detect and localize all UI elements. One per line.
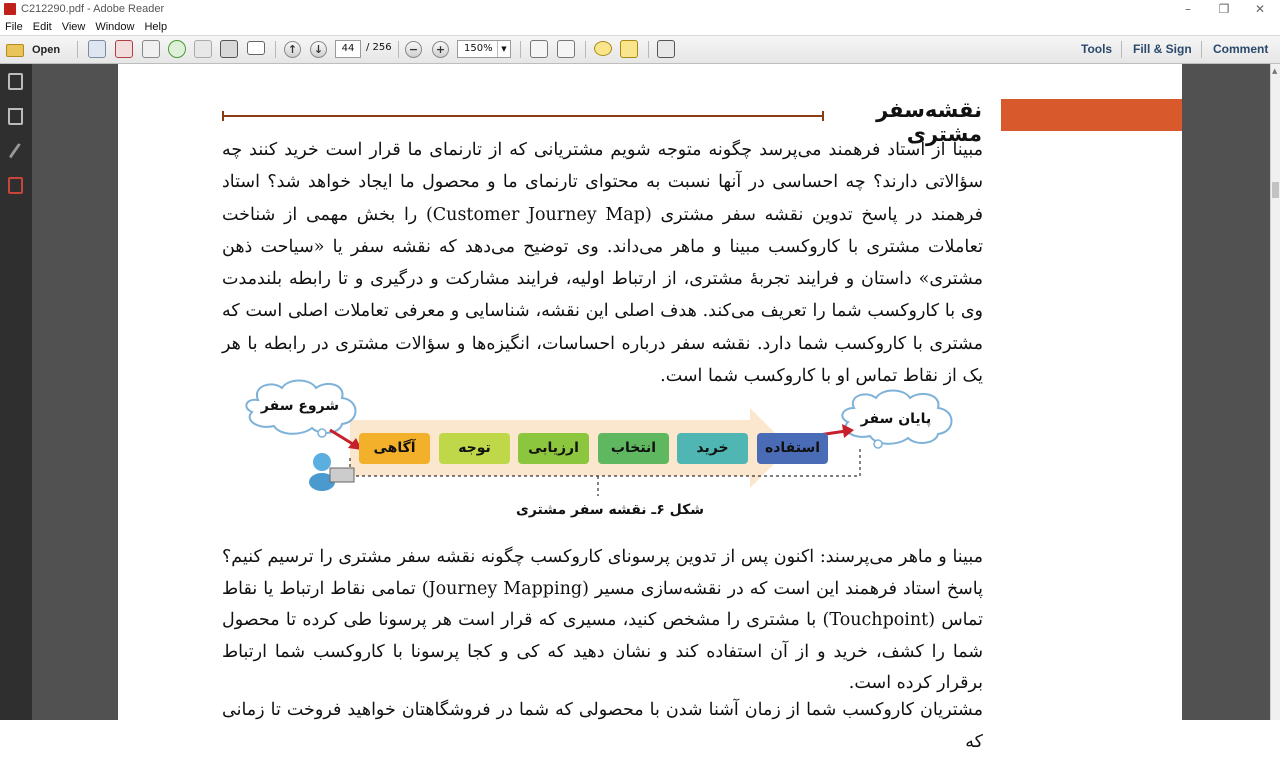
navigation-panel xyxy=(0,64,32,720)
page-thumbnails-icon[interactable] xyxy=(8,73,23,90)
menu-file[interactable]: File xyxy=(5,20,23,33)
toolbar-separator xyxy=(77,41,78,58)
start-cloud-bubble xyxy=(318,429,326,437)
toolbar-separator xyxy=(648,41,649,58)
zoom-out-icon[interactable]: − xyxy=(405,41,422,58)
export-pdf-icon[interactable] xyxy=(115,40,133,58)
save-icon[interactable] xyxy=(194,40,212,58)
chevron-down-icon: ▼ xyxy=(497,41,510,57)
tools-button[interactable]: Tools xyxy=(1081,42,1113,56)
menu-edit[interactable]: Edit xyxy=(32,20,52,33)
scroll-up-icon[interactable]: ▲ xyxy=(1272,67,1278,75)
fill-sign-button[interactable]: Fill & Sign xyxy=(1133,42,1192,56)
toolbar-separator xyxy=(275,41,276,58)
scroll-thumb[interactable] xyxy=(1272,182,1279,198)
highlight-icon[interactable] xyxy=(620,40,638,58)
full-screen-icon[interactable] xyxy=(657,40,675,58)
previous-page-icon[interactable]: ↑ xyxy=(284,41,301,58)
user-laptop xyxy=(330,468,354,482)
title-bar xyxy=(0,0,1280,18)
zoom-value: 150% xyxy=(464,43,493,54)
minimize-button[interactable]: – xyxy=(1185,2,1191,16)
zoom-select[interactable] xyxy=(457,40,511,58)
signatures-icon[interactable] xyxy=(8,177,23,194)
print-icon[interactable] xyxy=(220,40,238,58)
end-journey-label: پایان سفر xyxy=(860,411,932,427)
page-number-input[interactable]: 44 xyxy=(335,40,361,58)
restore-button[interactable]: ❐ xyxy=(1218,2,1230,16)
sticky-note-icon[interactable] xyxy=(594,41,612,56)
end-cloud-bubble xyxy=(874,440,882,448)
fit-page-icon[interactable] xyxy=(530,40,548,58)
create-pdf-icon[interactable] xyxy=(88,40,106,58)
page-total: / 256 xyxy=(366,42,392,53)
heading-rule xyxy=(222,115,824,117)
toolbar-separator xyxy=(520,41,521,58)
paragraph-2: مبینا و ماهر می‌پرسند: اکنون پس از تدوین پرسونای کاروکسب چگونه نقشه سفر مشتری را ترسیم کنیم؟ پاسخ استاد فرهمند این است که در نقشه‌سازی مسیر (Journey Mapping) تمامی نقاط ارتباط یا نقاط تماس (Touchpoint) با مشتری را مشخص کنید، مسیری که قرار است هر پرسونا طی کرده تا محصول شما را کشف، خرید و از آن استفاده کند و نشان دهید که کی و کجا پرسونا با کاروکسب شما ارتباط برقرار کرده است. xyxy=(222,547,983,694)
stage-purchase: خرید xyxy=(677,433,748,464)
edit-pdf-icon[interactable] xyxy=(142,40,160,58)
paragraph-3: مشتریان کاروکسب شما از زمان آشنا شدن با محصولی که شما در فروشگاهتان خواهید فروخت تا زمانی که xyxy=(222,700,983,752)
stage-awareness: آگاهی xyxy=(359,433,430,464)
next-page-icon[interactable]: ↓ xyxy=(310,41,327,58)
paragraph-1: مبینا از استاد فرهمند می‌پرسد چگونه متوجه شویم مشتریانی که از تارنمای ما قرار است خرید کنند چه سؤالاتی دارند؟ چه احساسی در آنها نسبت به محتوای تارنمای ما و محصول ما ایجاد خواهد شد؟ استاد فرهمند در پاسخ تدوین نقشه سفر مشتری (Customer Journey Map) را بخش مهمی از شناخت تعاملات مشتری با کاروکسب مبینا و ماهر می‌داند. وی توضیح می‌دهد که نقشه سفر یا «سیاحت ذهن مشتری» داستان و فرایند تجربهٔ مشتری، از ارتباط اولیه، فرایند مشارکت و درگیری و تا رابطه بلندمدت وی با کاروکسب شما را تعریف می‌کند. هدف اصلی این نقشه، شناسایی و معرفی تعاملات اصلی است که مشتری با کاروکسب شما دارد. نقشه سفر درباره احساسات، انگیزه‌ها و سؤالات مشتری در رابطه با هر یک از نقاط تماس او با کاروکسب شما است. xyxy=(222,140,983,387)
toolbar-separator xyxy=(398,41,399,58)
menu-window[interactable]: Window xyxy=(95,20,135,33)
comment-button[interactable]: Comment xyxy=(1213,42,1269,56)
vertical-scrollbar[interactable] xyxy=(1270,64,1280,720)
window-title: C212290.pdf - Adobe Reader xyxy=(21,3,165,15)
stage-selection: انتخاب xyxy=(598,433,669,464)
attachments-icon[interactable] xyxy=(9,143,24,160)
adobe-reader-icon xyxy=(4,3,16,15)
close-button[interactable]: ✕ xyxy=(1254,2,1266,16)
fit-width-icon[interactable] xyxy=(557,40,575,58)
email-icon[interactable] xyxy=(247,41,265,55)
toolbar-separator xyxy=(1201,41,1202,58)
figure-caption: شکل ۶ـ نقشه سفر مشتری xyxy=(515,502,705,518)
stage-evaluation: ارزیابی xyxy=(518,433,589,464)
stage-attention: توجه xyxy=(439,433,510,464)
stage-usage: استفاده xyxy=(757,433,828,464)
open-label: Open xyxy=(32,44,61,56)
section-band xyxy=(1001,99,1182,131)
open-button[interactable] xyxy=(6,40,60,60)
start-journey-label: شروع سفر xyxy=(260,398,340,414)
upload-cloud-icon[interactable] xyxy=(168,40,186,58)
zoom-in-icon[interactable]: + xyxy=(432,41,449,58)
menu-view[interactable]: View xyxy=(61,20,86,33)
section-heading: نقشه‌سفر مشتری xyxy=(876,98,982,146)
user-head xyxy=(313,453,331,471)
toolbar-separator xyxy=(585,41,586,58)
folder-icon xyxy=(6,44,24,57)
bookmarks-icon[interactable] xyxy=(8,108,23,125)
menu-bar xyxy=(0,18,1280,35)
menu-help[interactable]: Help xyxy=(144,20,168,33)
toolbar-separator xyxy=(1121,41,1122,58)
journey-map-diagram xyxy=(230,378,970,528)
